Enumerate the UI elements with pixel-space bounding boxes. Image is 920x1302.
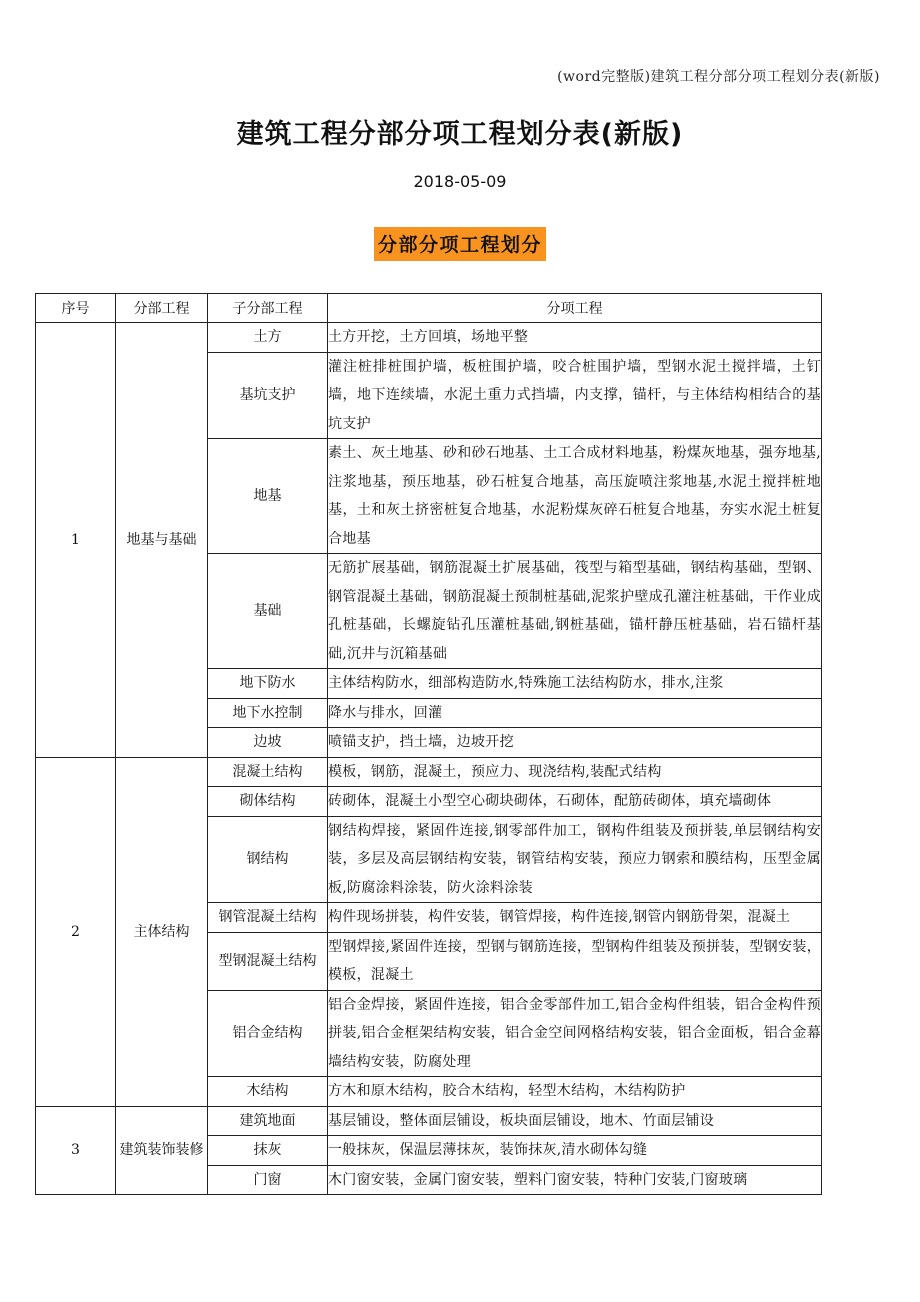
subdivision-cell: 型钢混凝土结构 — [208, 932, 328, 990]
subdivision-cell: 抹灰 — [208, 1136, 328, 1166]
items-cell: 降水与排水，回灌 — [328, 698, 822, 728]
document-date: 2018-05-09 — [413, 172, 507, 191]
items-cell: 土方开挖，土方回填，场地平整 — [328, 323, 822, 353]
items-cell: 砖砌体，混凝土小型空心砌块砌体，石砌体，配筋砖砌体，填充墙砌体 — [328, 787, 822, 817]
subdivision-cell: 木结构 — [208, 1077, 328, 1107]
subdivision-cell: 基础 — [208, 554, 328, 669]
items-cell: 铝合金焊接，紧固件连接，铝合金零部件加工,铝合金构件组装，铝合金构件预拼装,铝合金框架结构安装，铝合金空间网格结构安装，铝合金面板，铝合金幕墙结构安装，防腐处理 — [328, 990, 822, 1077]
items-cell: 一般抹灰，保温层薄抹灰，装饰抹灰,清水砌体勾缝 — [328, 1136, 822, 1166]
items-cell: 灌注桩排桩围护墙，板桩围护墙，咬合桩围护墙，型钢水泥土搅拌墙，土钉墙，地下连续墙，水泥土重力式挡墙，内支撑，锚杆，与主体结构相结合的基坑支护 — [328, 352, 822, 439]
division-cell: 主体结构 — [116, 757, 208, 1106]
subdivision-cell: 门窗 — [208, 1165, 328, 1195]
items-cell: 喷锚支护，挡土墙，边坡开挖 — [328, 728, 822, 758]
subdivision-cell: 砌体结构 — [208, 787, 328, 817]
items-cell: 主体结构防水，细部构造防水,特殊施工法结构防水，排水,注浆 — [328, 669, 822, 699]
seq-cell: 2 — [36, 757, 116, 1106]
subdivision-cell: 土方 — [208, 323, 328, 353]
section-heading-wrap — [0, 227, 920, 261]
items-cell: 方木和原木结构，胶合木结构，轻型木结构，木结构防护 — [328, 1077, 822, 1107]
subdivision-cell: 基坑支护 — [208, 352, 328, 439]
seq-cell: 1 — [36, 323, 116, 758]
table-row — [36, 1106, 822, 1136]
subdivision-cell: 地下防水 — [208, 669, 328, 699]
subdivision-cell: 地下水控制 — [208, 698, 328, 728]
division-table — [35, 293, 822, 1195]
header-seq: 序号 — [36, 294, 116, 323]
division-cell: 地基与基础 — [116, 323, 208, 758]
table-header-row — [36, 294, 822, 323]
subdivision-cell: 边坡 — [208, 728, 328, 758]
items-cell: 模板，钢筋，混凝土，预应力、现浇结构,装配式结构 — [328, 757, 822, 787]
subdivision-cell: 铝合金结构 — [208, 990, 328, 1077]
header-subdivision: 子分部工程 — [208, 294, 328, 323]
subdivision-cell: 钢结构 — [208, 816, 328, 903]
section-heading: 分部分项工程划分 — [374, 227, 546, 261]
seq-cell: 3 — [36, 1106, 116, 1195]
items-cell: 素土、灰土地基、砂和砂石地基、土工合成材料地基，粉煤灰地基，强夯地基,注浆地基，预压地基，砂石桩复合地基，高压旋喷注浆地基,水泥土搅拌桩地基，土和灰土挤密桩复合地基，水泥粉煤灰碎石桩复合地基，夯实水泥土桩复合地基 — [328, 439, 822, 554]
subdivision-cell: 地基 — [208, 439, 328, 554]
items-cell: 木门窗安装，金属门窗安装，塑料门窗安装，特种门安装,门窗玻璃 — [328, 1165, 822, 1195]
document-title: 建筑工程分部分项工程划分表(新版) — [236, 119, 684, 150]
items-cell: 无筋扩展基础，钢筋混凝土扩展基础，筏型与箱型基础，钢结构基础，型钢、钢管混凝土基础，钢筋混凝土预制桩基础,泥浆护壁成孔灌注桩基础，干作业成孔桩基础，长螺旋钻孔压灌桩基础,钢桩基础，锚杆静压桩基础，岩石锚杆基础,沉井与沉箱基础 — [328, 554, 822, 669]
subdivision-cell: 建筑地面 — [208, 1106, 328, 1136]
header-division: 分部工程 — [116, 294, 208, 323]
items-cell: 型钢焊接,紧固件连接，型钢与钢筋连接，型钢构件组装及预拼装，型钢安装，模板，混凝土 — [328, 932, 822, 990]
items-cell: 构件现场拼装，构件安装，钢管焊接，构件连接,钢管内钢筋骨架，混凝土 — [328, 903, 822, 933]
items-cell: 钢结构焊接，紧固件连接,钢零部件加工，钢构件组装及预拼装,单层钢结构安装，多层及高层钢结构安装，钢管结构安装，预应力钢索和膜结构，压型金属板,防腐涂料涂装，防火涂料涂装 — [328, 816, 822, 903]
subdivision-cell: 混凝土结构 — [208, 757, 328, 787]
subdivision-cell: 钢管混凝土结构 — [208, 903, 328, 933]
table-row — [36, 323, 822, 353]
table-row — [36, 757, 822, 787]
header-items: 分项工程 — [328, 294, 822, 323]
header-note: (word完整版)建筑工程分部分项工程划分表(新版) — [557, 69, 880, 85]
division-cell: 建筑装饰装修 — [116, 1106, 208, 1195]
items-cell: 基层铺设，整体面层铺设，板块面层铺设，地木、竹面层铺设 — [328, 1106, 822, 1136]
